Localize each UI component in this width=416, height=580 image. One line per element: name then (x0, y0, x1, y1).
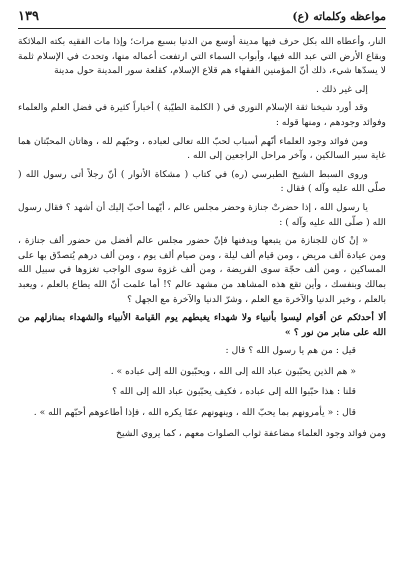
running-title: مواعظه وكلماته (ع) (292, 9, 386, 23)
paragraph: يا رسول الله ، إذا حضرتْ جنازة وحضر مجلس عالم ، أيّهما أحبّ إليك أن أشهد ؟ فقال رسول الله ( صلّى الله عليه وآله ) : (18, 201, 386, 228)
paragraph: ومن فوائد وجود العلماء مضاعفة ثواب الصلوات معهم ، كما يروي الشيخ (116, 427, 386, 439)
page-header (18, 6, 386, 26)
dialogue-line: قلنا : هذا حبّبوا الله إلى عباده ، فكيف يحبّبون عباد الله إلى الله ؟ (112, 386, 356, 398)
dialogue-line: قال : « يأمرونهم بما يحبّ الله ، وينهونهم عمّا يكره الله ، فإذا أطاعوهم أحبّهم الله » . (33, 407, 356, 419)
paragraph: ألا أحدثكم عن أقوام ليسوا بأنبياء ولا شهداء يغبطهم يوم القيامة الأنبياء والشهداء بمنازلهم من الله على منابر من نور ؟ » (18, 312, 386, 338)
page-body (18, 35, 386, 441)
paragraph: « إنْ كان للجنازة من يتبعها ويدفنها فإنّ حضور مجلس عالم أفضل من حضور ألف جنازة ، ومن عيادة ألف مريض ، ومن قيام ألف ليلة ، ومن صيام ألف يوم ، ومن ألف درهم يُتصدّق بها على المساكين ، ومن ألف حجّة سوى الفريضة ، ومن ألف غزوة سوى الواجب تغزوها في سبيل الله بمالك وبنفسك ، وأين تقع هذه المشاهد من مشهد عالم ؟! أما علمت أنّ الله يطاع بالعلم ، ويعبد بالعلم ، وخير الدنيا والآخرة مع العلم ، وشرّ الدنيا والآخرة مع الجهل ؟ (18, 235, 386, 305)
paragraph: إلى غير ذلك . (316, 83, 368, 95)
page-number: ١٣٩ (18, 8, 39, 24)
header-rule (18, 28, 386, 29)
paragraph: النار، وأعطاه الله بكل حرف فيها مدينة أوسع من الدنيا بسبع مرات؛ وإذا مات الفقيه بكته الملائكة وبقاع الأرض التي عبد الله فيها، وأبواب السماء التي ارتفعت أعماله منها، وتحدث في الإسلام ثلمة لا يسدّها شيء، ذلك أنّ المؤمنين الفقهاء هم قلاع الإسلام، كقلعة سور المدينة حول مدينة (18, 36, 386, 77)
paragraph: ومن فوائد وجود العلماء أنّهم أسباب لحبّ الله تعالى لعباده ، وحبّهم لله ، وهاتان المحبّتان هما غاية سير السالكين ، وآخر مراحل الراجعين إلى الله . (18, 135, 386, 162)
dialogue-line: قيل : من هم يا رسول الله ؟ قال : (225, 345, 356, 357)
paragraph: وروى السبط الشيخ الطبرسي (ره) في كتاب ( مشكاة الأنوار ) أنّ رجلاً أتى رسول الله ( صلّى الله عليه وآله ) فقال : (18, 168, 386, 195)
dialogue-line: « هم الذين يحبّبون عباد الله إلى الله ، ويحبّبون الله إلى عباده » . (110, 365, 356, 377)
paragraph: وقد أورد شيخنا ثقة الإسلام النوري في ( الكلمة الطيّبة ) أخباراً كثيرة في فضل العلم والعلماء وفوائد وجودهم ، ومنها قوله : (18, 102, 386, 128)
